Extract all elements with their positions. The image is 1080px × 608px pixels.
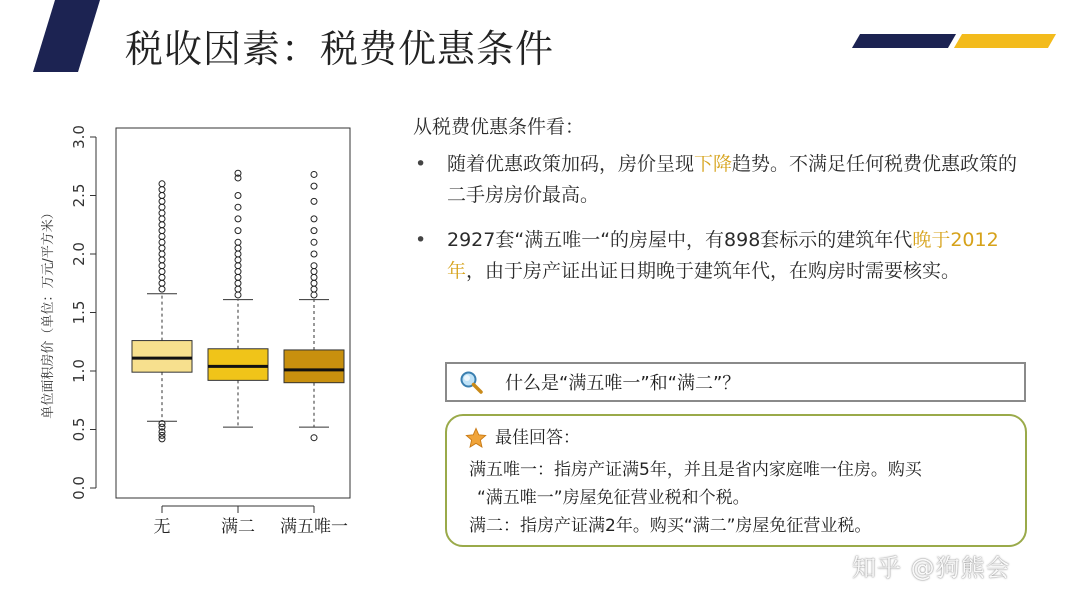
outlier-point [159, 280, 165, 286]
y-tick-label: 0.0 [70, 476, 88, 500]
answer-line: 满五唯一：指房产证满5年，并且是省内家庭唯一住房。购买 [469, 460, 922, 480]
outlier-point [159, 187, 165, 193]
outlier-point [159, 204, 165, 210]
outlier-point [311, 286, 317, 292]
outlier-point [159, 198, 165, 204]
x-tick-label: 无 [153, 517, 171, 537]
outlier-point [235, 274, 241, 280]
bullet-text: 随着优惠政策加码，房价呈现 [447, 153, 695, 175]
outlier-point [311, 216, 317, 222]
outlier-point [311, 292, 317, 298]
bullet-dot: • [415, 229, 427, 251]
intro-text: 从税费优惠条件看： [413, 116, 585, 138]
outlier-point [235, 193, 241, 199]
search-icon [459, 370, 483, 394]
boxplot-chart [30, 120, 370, 550]
outlier-point [235, 251, 241, 257]
outlier-point [311, 228, 317, 234]
outlier-point [311, 269, 317, 275]
outlier-point [235, 269, 241, 275]
outlier-point [159, 245, 165, 251]
watermark: 知乎 @狗熊会 [852, 554, 1011, 582]
decor-bar-gold [954, 34, 1056, 48]
outlier-point [159, 193, 165, 199]
outlier-point [235, 292, 241, 298]
bullet-dot: • [415, 153, 427, 175]
bullet-item [413, 149, 1033, 211]
x-tick-label: 满二 [221, 517, 255, 537]
y-tick-label: 1.5 [70, 300, 88, 325]
y-tick-label: 2.5 [70, 183, 88, 208]
outlier-point [311, 280, 317, 286]
outlier-point [159, 216, 165, 222]
y-axis-label: 单位面积房价（单位：万元/平方米） [41, 206, 56, 419]
question-search-box[interactable] [445, 362, 1026, 402]
best-answer-box [445, 414, 1027, 547]
outlier-point [311, 198, 317, 204]
outlier-point [311, 251, 317, 257]
outlier-point [159, 286, 165, 292]
outlier-point [159, 210, 165, 216]
y-tick-label: 1.0 [70, 359, 88, 383]
y-tick-label: 3.0 [70, 125, 88, 149]
outlier-point [311, 263, 317, 269]
outlier-point [235, 228, 241, 234]
outlier-point [159, 263, 165, 269]
outlier-point [311, 183, 317, 189]
answer-line: 满二：指房产证满2年。购买“满二”房屋免征营业税。 [469, 516, 872, 536]
question-text: 什么是“满五唯一”和“满二”？ [505, 373, 741, 394]
outlier-point [311, 274, 317, 280]
outlier-point [235, 257, 241, 263]
answer-header [465, 424, 1005, 452]
star-icon [465, 427, 487, 449]
y-tick-label: 0.5 [70, 417, 88, 442]
box [284, 350, 344, 383]
y-tick-label: 2.0 [70, 242, 88, 266]
outlier-point [235, 216, 241, 222]
outlier-point [159, 274, 165, 280]
page-title: 税收因素：税费优惠条件 [125, 27, 555, 71]
outlier-point [159, 222, 165, 228]
outlier-point [159, 257, 165, 263]
outlier-point [235, 263, 241, 269]
answer-body [469, 456, 1005, 540]
outlier-point [159, 228, 165, 234]
bullet-text: 趋势。不满足任何税费优惠政策的二手房房价最高。 [447, 153, 1018, 206]
outlier-point [235, 286, 241, 292]
outlier-point [159, 269, 165, 275]
decor-bar-navy [852, 34, 956, 48]
outlier-point [159, 436, 165, 442]
box [208, 349, 268, 381]
answer-heading: 最佳回答： [495, 428, 580, 448]
box [132, 341, 192, 373]
outlier-point [235, 204, 241, 210]
bullet-item [413, 225, 1033, 287]
outlier-point [311, 239, 317, 245]
outlier-point [311, 171, 317, 177]
outlier-point [235, 245, 241, 251]
outlier-point [235, 239, 241, 245]
outlier-point [159, 251, 165, 257]
outlier-point [159, 181, 165, 187]
bullet-text: 2927套“满五唯一“的房屋中，有898套标示的建筑年代 [447, 229, 913, 251]
outlier-point [159, 233, 165, 239]
highlight-text: 晚于2012年 [447, 229, 999, 282]
text-panel [413, 112, 1033, 287]
outlier-point [311, 435, 317, 441]
outlier-point [159, 239, 165, 245]
outlier-point [235, 280, 241, 286]
highlight-text: 下降 [694, 153, 733, 175]
bullet-text: ，由于房产证出证日期晚于建筑年代，在购房时需要核实。 [466, 260, 961, 282]
x-tick-label: 满五唯一 [280, 517, 348, 537]
answer-line: “满五唯一”房屋免征营业税和个税。 [477, 488, 750, 508]
